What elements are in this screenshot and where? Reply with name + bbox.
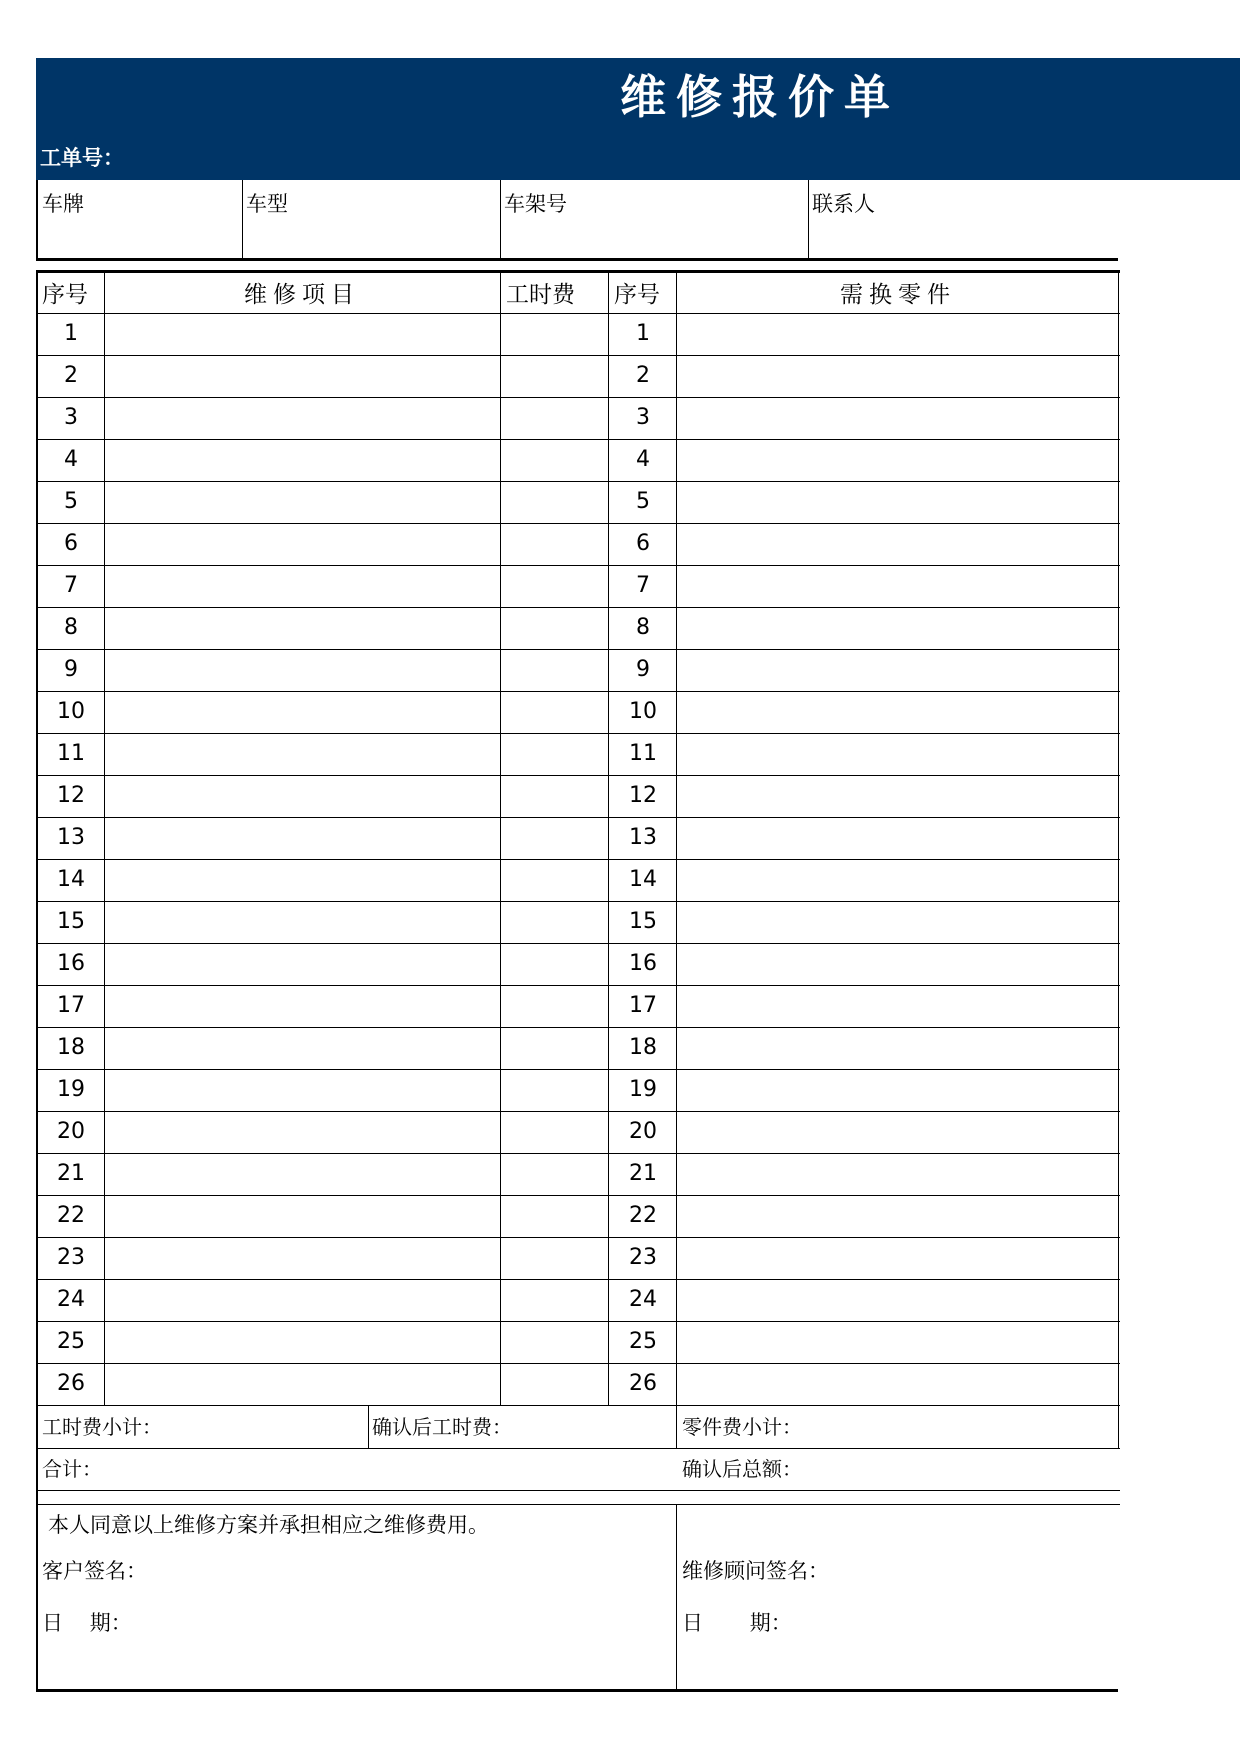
row-line xyxy=(38,1111,1120,1112)
row-number-left: 19 xyxy=(57,1077,85,1102)
row-number-left: 21 xyxy=(57,1161,85,1186)
row-number-left: 1 xyxy=(64,321,78,346)
row-number-left: 22 xyxy=(57,1203,85,1228)
vehicle-info-row xyxy=(36,180,1118,261)
row-number-left: 9 xyxy=(64,657,78,682)
advisor-sign-label: 维修顾问签名： xyxy=(682,1559,829,1583)
row-number-left: 11 xyxy=(57,741,85,766)
customer-sign-label: 客户签名： xyxy=(42,1559,147,1583)
column-line xyxy=(500,270,501,1406)
row-line xyxy=(38,523,1120,524)
row-number-left: 16 xyxy=(57,951,85,976)
table-top-border xyxy=(36,270,1120,273)
vin-label: 车架号 xyxy=(504,192,567,216)
row-line xyxy=(38,355,1120,356)
row-number-right: 12 xyxy=(629,783,657,808)
row-number-left: 5 xyxy=(64,489,78,514)
row-number-left: 10 xyxy=(57,699,85,724)
row-line xyxy=(38,1321,1120,1322)
row-line xyxy=(38,439,1120,440)
header-labor-fee: 工时费 xyxy=(506,282,575,308)
row-line xyxy=(38,607,1120,608)
row-number-left: 18 xyxy=(57,1035,85,1060)
row-number-right: 19 xyxy=(629,1077,657,1102)
header-seq-left: 序号 xyxy=(42,282,88,308)
row-line xyxy=(38,775,1120,776)
signature-divider xyxy=(676,1504,677,1689)
row-line xyxy=(38,397,1120,398)
row-line xyxy=(38,565,1120,566)
quote-table xyxy=(36,270,1118,1692)
labor-subtotal-label: 工时费小计： xyxy=(42,1415,162,1439)
row-number-left: 26 xyxy=(57,1371,85,1396)
row-line xyxy=(38,1153,1120,1154)
row-number-right: 13 xyxy=(629,825,657,850)
row-line xyxy=(38,1237,1120,1238)
right-border xyxy=(1118,270,1119,1448)
info-divider xyxy=(500,180,501,258)
document-title: 维修报价单 xyxy=(620,70,900,124)
row-number-left: 3 xyxy=(64,405,78,430)
row-line xyxy=(38,691,1120,692)
row-number-left: 6 xyxy=(64,531,78,556)
info-divider xyxy=(242,180,243,258)
column-line xyxy=(104,270,105,1406)
signature-top-line xyxy=(38,1504,1120,1505)
row-number-left: 4 xyxy=(64,447,78,472)
row-number-right: 25 xyxy=(629,1329,657,1354)
row-number-left: 2 xyxy=(64,363,78,388)
row-number-left: 14 xyxy=(57,867,85,892)
row-number-right: 6 xyxy=(636,531,650,556)
date-left-label: 日 期： xyxy=(42,1611,132,1635)
row-number-right: 3 xyxy=(636,405,650,430)
row-line xyxy=(38,1027,1120,1028)
row-line xyxy=(38,733,1120,734)
row-number-right: 18 xyxy=(629,1035,657,1060)
header-repair-items: 维修项目 xyxy=(244,282,360,308)
row-line xyxy=(38,1279,1120,1280)
row-number-right: 5 xyxy=(636,489,650,514)
row-line xyxy=(38,1195,1120,1196)
confirmed-labor-label: 确认后工时费： xyxy=(372,1415,512,1439)
row-number-right: 15 xyxy=(629,909,657,934)
row-line xyxy=(38,649,1120,650)
consent-text: 本人同意以上维修方案并承担相应之维修费用。 xyxy=(48,1513,489,1537)
footer-line xyxy=(38,1490,1120,1491)
row-line xyxy=(38,1363,1120,1364)
row-line xyxy=(38,985,1120,986)
row-number-right: 23 xyxy=(629,1245,657,1270)
row-line xyxy=(38,943,1120,944)
row-line xyxy=(38,859,1120,860)
row-number-left: 13 xyxy=(57,825,85,850)
row-number-right: 7 xyxy=(636,573,650,598)
row-number-left: 20 xyxy=(57,1119,85,1144)
plate-label: 车牌 xyxy=(42,192,84,216)
row-number-right: 17 xyxy=(629,993,657,1018)
row-number-right: 9 xyxy=(636,657,650,682)
row-number-left: 25 xyxy=(57,1329,85,1354)
footer-line xyxy=(38,1448,1120,1449)
header-seq-right: 序号 xyxy=(614,282,660,308)
row-number-right: 8 xyxy=(636,615,650,640)
row-line xyxy=(38,1069,1120,1070)
contact-label: 联系人 xyxy=(812,192,875,216)
confirmed-total-label: 确认后总额： xyxy=(682,1457,802,1481)
row-number-left: 12 xyxy=(57,783,85,808)
row-number-right: 11 xyxy=(629,741,657,766)
row-number-right: 16 xyxy=(629,951,657,976)
column-line xyxy=(676,270,677,1406)
footer-divider xyxy=(368,1406,369,1448)
row-number-right: 24 xyxy=(629,1287,657,1312)
work-order-label: 工单号： xyxy=(40,146,124,170)
row-line xyxy=(38,481,1120,482)
row-line xyxy=(38,817,1120,818)
row-number-right: 2 xyxy=(636,363,650,388)
header-parts: 需换零件 xyxy=(840,282,956,308)
row-line xyxy=(38,313,1120,314)
total-label: 合计： xyxy=(42,1457,102,1481)
row-number-right: 21 xyxy=(629,1161,657,1186)
row-number-right: 10 xyxy=(629,699,657,724)
model-label: 车型 xyxy=(246,192,288,216)
footer-divider xyxy=(676,1406,677,1448)
row-number-left: 24 xyxy=(57,1287,85,1312)
row-number-right: 20 xyxy=(629,1119,657,1144)
row-line xyxy=(38,1405,1120,1406)
row-number-left: 15 xyxy=(57,909,85,934)
row-number-right: 1 xyxy=(636,321,650,346)
row-number-right: 4 xyxy=(636,447,650,472)
row-number-right: 14 xyxy=(629,867,657,892)
row-number-left: 8 xyxy=(64,615,78,640)
date-right-label: 日 期： xyxy=(682,1611,792,1635)
row-line xyxy=(38,901,1120,902)
column-line xyxy=(608,270,609,1406)
row-number-left: 17 xyxy=(57,993,85,1018)
row-number-left: 23 xyxy=(57,1245,85,1270)
parts-subtotal-label: 零件费小计： xyxy=(682,1415,802,1439)
row-number-left: 7 xyxy=(64,573,78,598)
row-number-right: 22 xyxy=(629,1203,657,1228)
info-divider xyxy=(808,180,809,258)
row-number-right: 26 xyxy=(629,1371,657,1396)
